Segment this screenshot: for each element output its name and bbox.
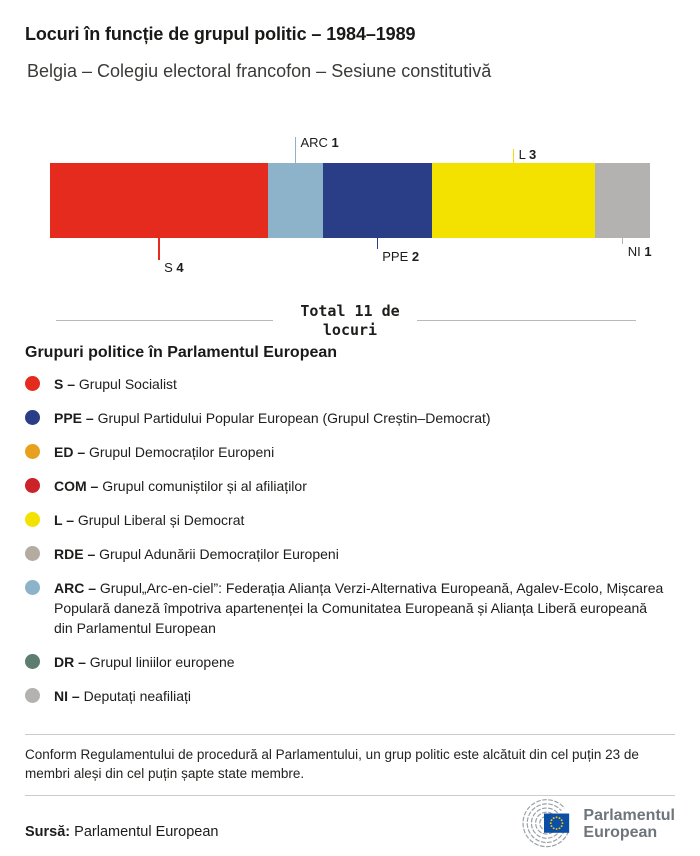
footnote: Conform Regulamentului de procedură al Parlamentului, un grup politic este alcătuit din cel puțin 23 de membri aleși din cel puțin șapte state membre. (25, 747, 639, 781)
legend-item (25, 408, 675, 428)
total-divider-right (417, 320, 636, 321)
callout-tick-l (513, 149, 515, 163)
legend-item-name: Grupul liniilor europene (89, 654, 235, 670)
logo-wordmark-line1: Parlamentul (583, 807, 675, 824)
legend-item-code: NI – (54, 688, 80, 704)
legend-color-dot (25, 580, 40, 595)
legend (25, 374, 675, 706)
legend-item (25, 652, 675, 672)
legend-item-name: Grupul comuniștilor și al afiliaților (102, 478, 307, 494)
callout-tick-ppe (377, 238, 379, 249)
legend-item-code: DR – (54, 654, 86, 670)
legend-item-code: PPE – (54, 410, 94, 426)
legend-item (25, 374, 675, 394)
legend-color-dot (25, 654, 40, 669)
legend-item (25, 510, 675, 530)
source-value: Parlamentul European (74, 824, 219, 840)
bar-segment-ppe (323, 163, 432, 238)
legend-item-code: ED – (54, 444, 86, 460)
legend-item-code: L – (54, 512, 74, 528)
bar-segment-l (432, 163, 596, 238)
stacked-bar (50, 163, 650, 238)
legend-item (25, 476, 675, 496)
parliament-hemicycle-icon (511, 798, 577, 850)
legend-color-dot (25, 546, 40, 561)
bar-segment-ni (595, 163, 650, 238)
legend-color-dot (25, 376, 40, 391)
legend-item (25, 686, 675, 706)
logo-wordmark-line2: European (583, 824, 658, 841)
european-parliament-logo (511, 798, 675, 850)
total-seats-label-line1: Total 11 de (300, 302, 400, 320)
legend-item (25, 544, 675, 564)
legend-item-name: Grupul Partidului Popular European (Grupul Creștin–Democrat) (97, 410, 491, 426)
seats-chart (50, 130, 650, 290)
bar-label-l: L 3 (518, 147, 537, 162)
legend-color-dot (25, 512, 40, 527)
legend-item-name: Grupul Adunării Democraților Europeni (99, 546, 339, 562)
legend-color-dot (25, 444, 40, 459)
legend-color-dot (25, 688, 40, 703)
legend-item-code: RDE – (54, 546, 96, 562)
legend-item-name: Grupul Democraților Europeni (89, 444, 275, 460)
bar-label-ni: NI 1 (627, 244, 652, 259)
logo-wordmark (583, 807, 675, 841)
bar-label-s: S 4 (164, 260, 184, 275)
total-seats-label-line2: locuri (322, 321, 378, 339)
legend-color-dot (25, 478, 40, 493)
source-label: Sursă: (25, 824, 71, 840)
page-title: Locuri în funcție de grupul politic – 1984–1989 (25, 24, 416, 44)
page-subtitle: Belgia – Colegiu electoral francofon – Sesiune constitutivă (27, 61, 492, 81)
source-line (25, 824, 218, 840)
footer-divider-top (25, 734, 675, 735)
legend-item-code: S – (54, 376, 76, 392)
legend-heading: Grupuri politice în Parlamentul European (25, 344, 338, 361)
legend-color-dot (25, 410, 40, 425)
legend-item-code: ARC – (54, 580, 97, 596)
bar-segment-arc (268, 163, 323, 238)
legend-item (25, 442, 675, 462)
callout-tick-s (158, 238, 160, 260)
bar-label-ppe: PPE 2 (382, 249, 420, 264)
bottom-row (25, 796, 675, 850)
bar-segment-s (50, 163, 268, 238)
total-seats-row (25, 302, 675, 342)
legend-item-name: Deputați neafiliați (83, 688, 191, 704)
callout-tick-ni (622, 238, 624, 244)
legend-item-name: Grupul Socialist (78, 376, 177, 392)
legend-item-code: COM – (54, 478, 99, 494)
legend-item (25, 578, 675, 638)
legend-item-name: Grupul Liberal și Democrat (77, 512, 245, 528)
bar-label-arc: ARC 1 (300, 135, 339, 150)
total-divider-left (56, 320, 273, 321)
callout-tick-arc (295, 137, 297, 163)
legend-item-name: Grupul„Arc-en-ciel”: Federația Alianța Verzi-Alternativa Europeană, Agalev-Ecolo, Mișcarea Populară daneză împotriva apartenenței la Comunitatea Europeană și Alianța Liberă europeană din Parlamentul European (54, 580, 664, 636)
